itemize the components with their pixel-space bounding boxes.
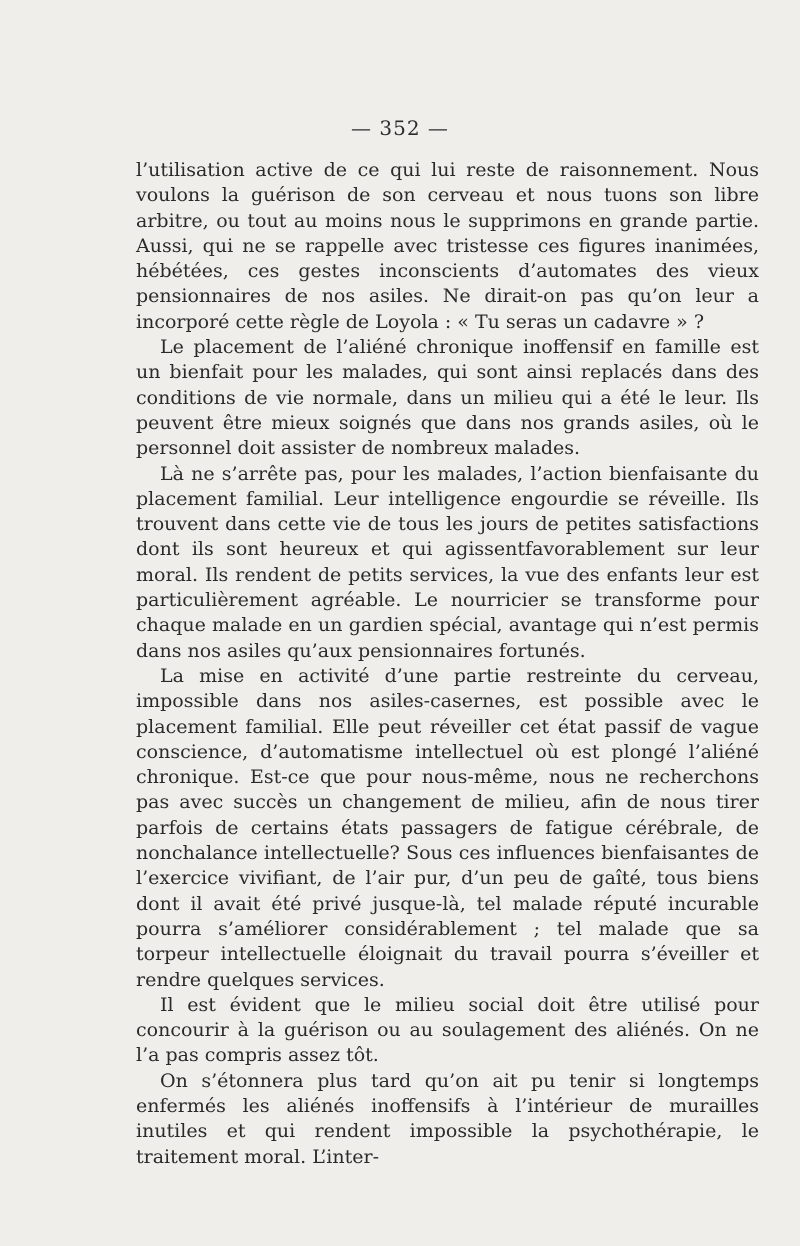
paragraph-1: l’utilisation active de ce qui lui reste de raisonnement. Nous voulons la guérison de son cerveau et nous tuons son libre arbitre, ou tout au moins nous le supprimons en grande partie. Aussi, qui ne se rappelle avec tristesse ces figures inanimées, hébétées, ces gestes inconscients d’automates des vieux pensionnaires de nos asiles. Ne dirait-on pas qu’on leur a incorporé cette règle de Loyola : « Tu seras un cadavre » ?	[136, 159, 759, 333]
paragraph-2: Le placement de l’aliéné chronique inoffensif en famille est un bienfait pour les malades, qui sont ainsi replacés dans des conditions de vie normale, dans un milieu qui a été le leur. Ils peuvent être mieux soignés que dans nos grands asiles, où le personnel doit assister de nombreux malades.	[136, 336, 759, 460]
paragraph-5: Il est évident que le milieu social doit être utilisé pour concourir à la guérison ou au soulagement des aliénés. On ne l’a pas compris assez tôt.	[136, 993, 759, 1067]
page-number: — 352 —	[351, 116, 449, 140]
paragraph-4: La mise en activité d’une partie restreinte du cerveau, impossible dans nos asiles-casernes, est possible avec le placement familial. Elle peut réveiller cet état passif de vague conscience, d’automatisme intellectuel où est plongé l’aliéné chronique. Est-ce que pour nous-même, nous ne recherchons pas avec succès un changement de milieu, afin de nous tirer parfois de certains états passagers de fatigue cérébrale, de nonchalance intellectuelle? Sous ces influences bienfaisantes de l’exercice vivifiant, de l’air pur, d’un peu de gaîté, tous biens dont il avait été privé jusque-là, tel malade réputé incurable pourra s’améliorer considérablement ; tel malade que sa torpeur intellectuelle éloignait du travail pourra s’éveiller et rendre quelques services.	[136, 664, 759, 991]
body-text	[136, 158, 759, 1170]
paragraph-3: Là ne s’arrête pas, pour les malades, l’action bienfaisante du placement familial. Leur intelligence engourdie se réveille. Ils trouvent dans cette vie de tous les jours de petites satisfactions dont ils sont heureux et qui agissentfavorablement sur leur moral. Ils rendent de petits services, la vue des enfants leur est particulièrement agréable. Le nourricier se transforme pour chaque malade en un gardien spécial, avantage qui n’est permis dans nos asiles qu’aux pensionnaires fortunés.	[136, 462, 759, 662]
paragraph-6: On s’étonnera plus tard qu’on ait pu tenir si longtemps enfermés les aliénés inoffensifs à l’intérieur de murailles inutiles et qui rendent impossible la psychothérapie, le traitement moral. L’inter-	[136, 1069, 759, 1168]
